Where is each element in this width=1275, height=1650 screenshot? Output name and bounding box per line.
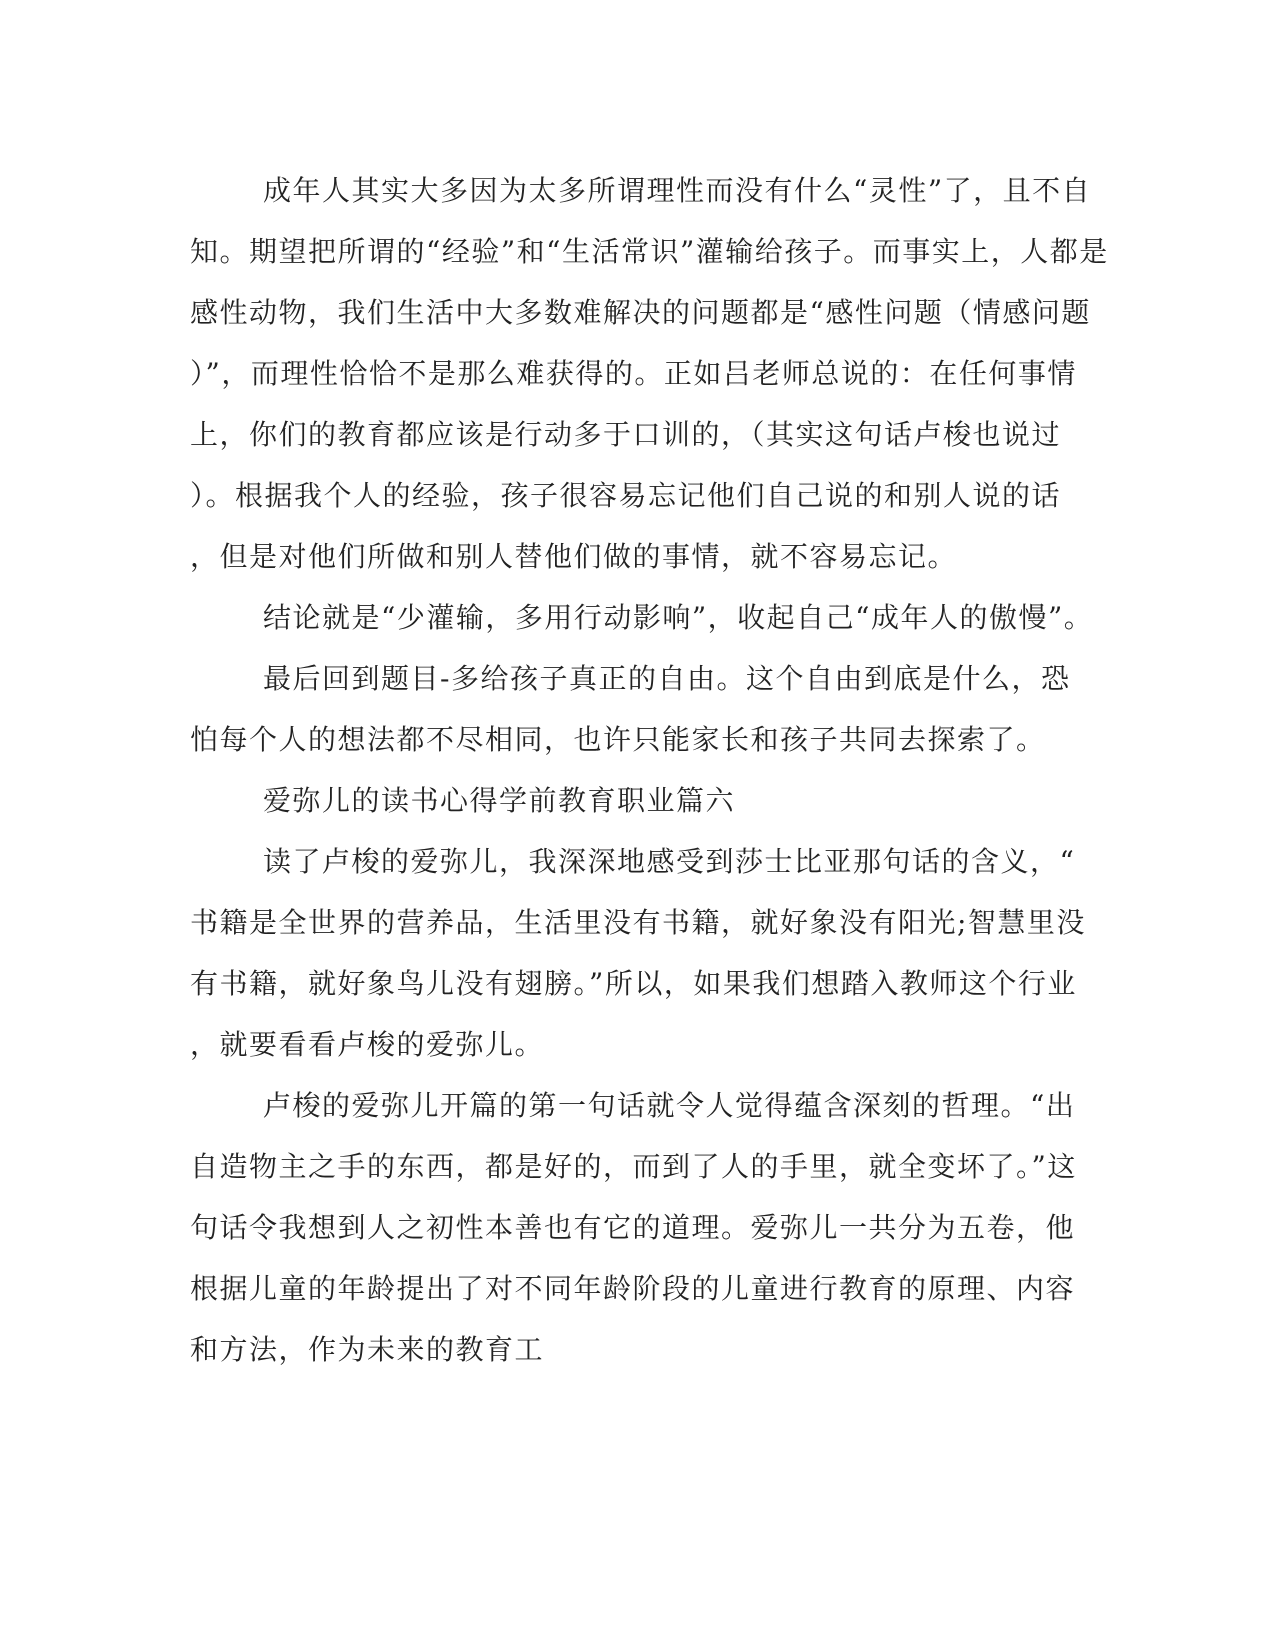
text-line: ，但是对他们所做和别人替他们做的事情，就不容易忘记。 — [190, 540, 958, 573]
text-line: 怕每个人的想法都不尽相同，也许只能家长和孩子共同去探索了。 — [190, 723, 1046, 756]
text-line: 知。期望把所谓的“经验”和“生活常识”灌输给孩子。而事实上，人都是 — [190, 235, 1109, 268]
section-heading: 爱弥儿的读书心得学前教育职业篇六 — [263, 784, 736, 817]
text-line: 有书籍，就好象鸟儿没有翅膀。”所以，如果我们想踏入教师这个行业 — [190, 967, 1077, 1000]
text-line: 最后回到题目-多给孩子真正的自由。这个自由到底是什么，恐 — [263, 662, 1071, 695]
text-line: 自造物主之手的东西，都是好的，而到了人的手里，就全变坏了。”这 — [190, 1150, 1077, 1183]
text-line: 读了卢梭的爱弥儿，我深深地感受到莎士比亚那句话的含义，“ — [263, 845, 1076, 878]
text-line: 上，你们的教育都应该是行动多于口训的，（其实这句话卢梭也说过 — [190, 418, 1062, 451]
text-line: 书籍是全世界的营养品，生活里没有书籍，就好象没有阳光;智慧里没 — [190, 906, 1086, 939]
text-line: 句话令我想到人之初性本善也有它的道理。爱弥儿一共分为五卷，他 — [190, 1211, 1076, 1244]
text-line: 结论就是“少灌输，多用行动影响”，收起自己“成年人的傲慢”。 — [263, 601, 1094, 634]
text-line: ，就要看看卢梭的爱弥儿。 — [190, 1028, 545, 1061]
text-line: 感性动物，我们生活中大多数难解决的问题都是“感性问题（情感问题 — [190, 296, 1091, 329]
document-body — [190, 160, 1109, 1380]
text-line: ）。根据我个人的经验，孩子很容易忘记他们自己说的和别人说的话 — [190, 479, 1062, 512]
text-line: 卢梭的爱弥儿开篇的第一句话就令人觉得蕴含深刻的哲理。“出 — [263, 1089, 1076, 1122]
text-line: 和方法，作为未来的教育工 — [190, 1333, 545, 1366]
text-line: ）”，而理性恰恰不是那么难获得的。正如吕老师总说的：在任何事情 — [190, 357, 1077, 390]
text-line: 成年人其实大多因为太多所谓理性而没有什么“灵性”了，且不自 — [263, 174, 1092, 207]
text-line: 根据儿童的年龄提出了对不同年龄阶段的儿童进行教育的原理、内容 — [190, 1272, 1076, 1305]
